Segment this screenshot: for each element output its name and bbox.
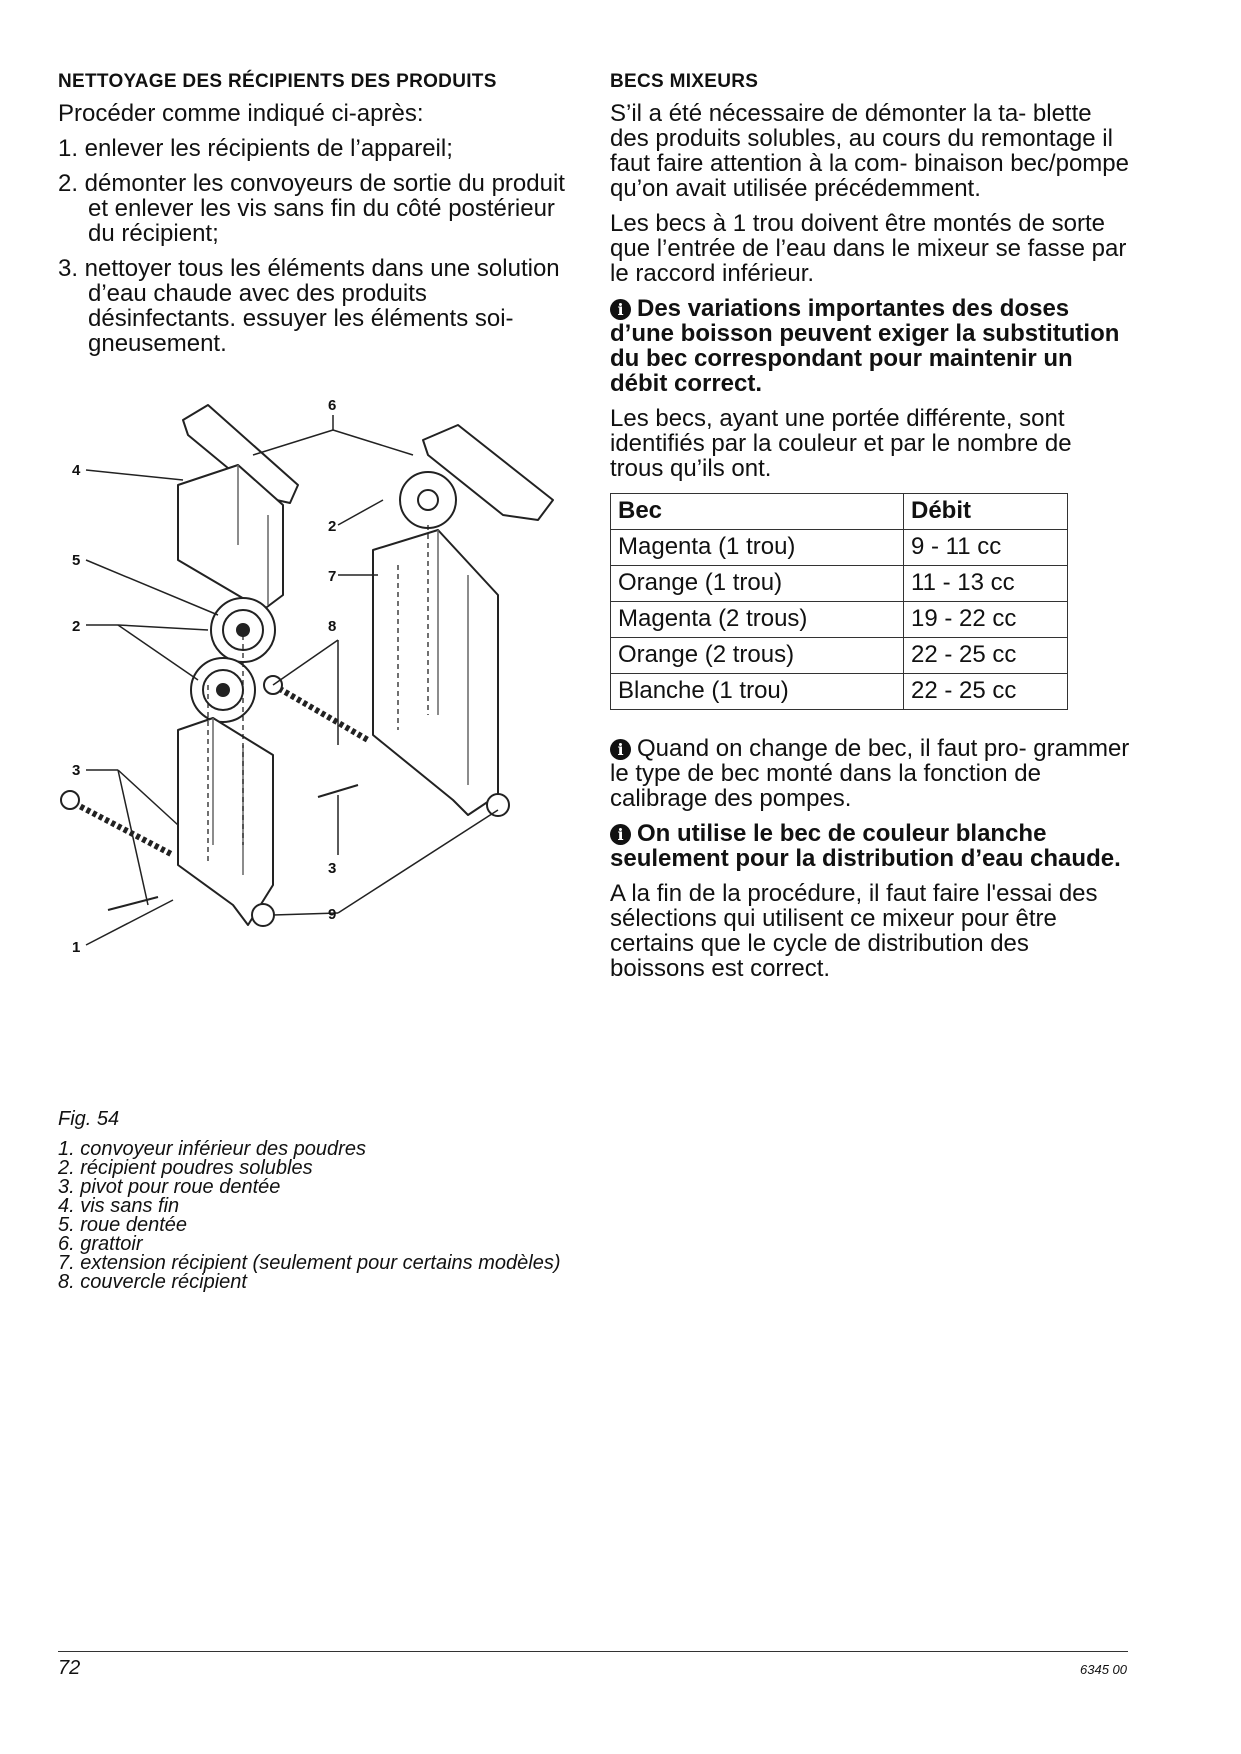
table-row — [611, 602, 1068, 638]
info-note — [610, 736, 1130, 811]
table-cell: Magenta (2 trous) — [611, 602, 904, 638]
step-item: 3. nettoyer tous les éléments dans une solution d’eau chaude avec des produits désinfectants. essuyer les éléments soi- gneusement. — [58, 255, 560, 357]
info-icon: i — [610, 299, 631, 320]
gear-right — [400, 472, 456, 528]
callout-number: 3 — [72, 762, 81, 779]
callout-number: 2 — [72, 618, 81, 635]
right-screw-shape — [273, 685, 368, 740]
paragraph: Les becs à 1 trou doivent être montés de sorte que l’entrée de l’eau dans le mixeur se fasse par le raccord inférieur. — [610, 210, 1127, 287]
table-cell: 22 - 25 cc — [904, 638, 1068, 674]
legend-item: 5. roue dentée — [58, 1214, 187, 1236]
paragraph: Les becs, ayant une portée différente, sont identifiés par la couleur et par le nombre de trous qu’ils ont. — [610, 405, 1072, 482]
table-row — [611, 674, 1068, 710]
right-container-shape — [373, 530, 498, 815]
page-number: 72 — [58, 1657, 81, 1679]
left-lower-container-shape — [178, 718, 273, 925]
spout-flow-table — [610, 493, 1068, 710]
callout-number: 8 — [328, 618, 337, 635]
table-row — [611, 530, 1068, 566]
legend-item: 7. extension récipient (seulement pour certains modèles) — [58, 1252, 561, 1274]
footer-rule — [58, 1651, 1128, 1652]
callout-number: 3 — [328, 860, 337, 877]
step-item: 1. enlever les récipients de l’appareil; — [58, 135, 453, 162]
table-cell: 9 - 11 cc — [904, 530, 1068, 566]
knob-left — [252, 904, 274, 926]
paragraph: S’il a été nécessaire de démonter la ta- blette des produits solubles, au cours du remontage il faut faire attention à la com- binaison bec/pompe qu’on avait utilisée précédemment. — [610, 100, 1129, 202]
callout-number: 7 — [328, 568, 337, 585]
note-text: Quand on change de bec, il faut pro- grammer le type de bec monté dans la fonction de calibrage des pompes. — [610, 735, 1130, 812]
callout-number: 5 — [72, 552, 81, 569]
left-screw-shape — [68, 800, 173, 855]
table-cell: 11 - 13 cc — [904, 566, 1068, 602]
table-row — [611, 638, 1068, 674]
note-text: Des variations importantes des doses d’une boisson peuvent exiger la substitution du bec correspondant pour maintenir un débit correct. — [610, 295, 1120, 397]
table-cell: Orange (2 trous) — [611, 638, 904, 674]
legend-item: 4. vis sans fin — [58, 1195, 180, 1217]
note-text: On utilise le bec de couleur blanche seulement pour la distribution d’eau chaude. — [610, 820, 1121, 872]
info-icon: i — [610, 739, 631, 760]
table-cell: 22 - 25 cc — [904, 674, 1068, 710]
legend-item: 8. couvercle récipient — [58, 1271, 247, 1293]
section-title-cleaning: NETTOYAGE DES RÉCIPIENTS DES PRODUITS — [58, 71, 497, 92]
left-column — [58, 72, 578, 366]
table-cell: Magenta (1 trou) — [611, 530, 904, 566]
legend-item: 3. pivot pour roue dentée — [58, 1176, 281, 1198]
legend-item: 2. récipient poudres solubles — [58, 1157, 313, 1179]
exploded-diagram — [58, 385, 618, 1085]
section-title-mixers: BECS MIXEURS — [610, 71, 759, 92]
table-header-cell: Bec — [611, 494, 904, 530]
callout-number: 9 — [328, 906, 337, 923]
table-cell: 19 - 22 cc — [904, 602, 1068, 638]
legend-item: 6. grattoir — [58, 1233, 143, 1255]
table-cell: Orange (1 trou) — [611, 566, 904, 602]
document-code: 6345 00 — [1080, 1662, 1127, 1677]
cleaning-steps — [58, 136, 578, 356]
intro-text: Procéder comme indiqué ci-après: — [58, 100, 424, 127]
legend-item: 1. convoyeur inférieur des poudres — [58, 1138, 366, 1160]
callout-number: 1 — [72, 939, 81, 956]
step-item: 2. démonter les convoyeurs de sortie du produit et enlever les vis sans fin du côté postérieur du récipient; — [58, 170, 565, 247]
callout-number: 4 — [72, 462, 81, 479]
figure-caption: Fig. 54 — [58, 1108, 120, 1130]
info-icon: i — [610, 824, 631, 845]
paragraph: A la fin de la procédure, il faut faire l'essai des sélections qui utilisent ce mixeur pour être certains que le cycle de distribution des boissons est correct. — [610, 880, 1098, 982]
callout-number: 6 — [328, 397, 337, 414]
table-header-row — [611, 494, 1068, 530]
knob-right — [487, 794, 509, 816]
callout-number: 2 — [328, 518, 337, 535]
table-row — [611, 566, 1068, 602]
diagram-drawing — [58, 385, 618, 1085]
table-header-cell: Débit — [904, 494, 1068, 530]
info-note — [610, 296, 1130, 396]
info-note — [610, 821, 1130, 871]
figure-legend — [58, 1140, 578, 1292]
table-cell: Blanche (1 trou) — [611, 674, 904, 710]
right-column — [610, 72, 1130, 991]
